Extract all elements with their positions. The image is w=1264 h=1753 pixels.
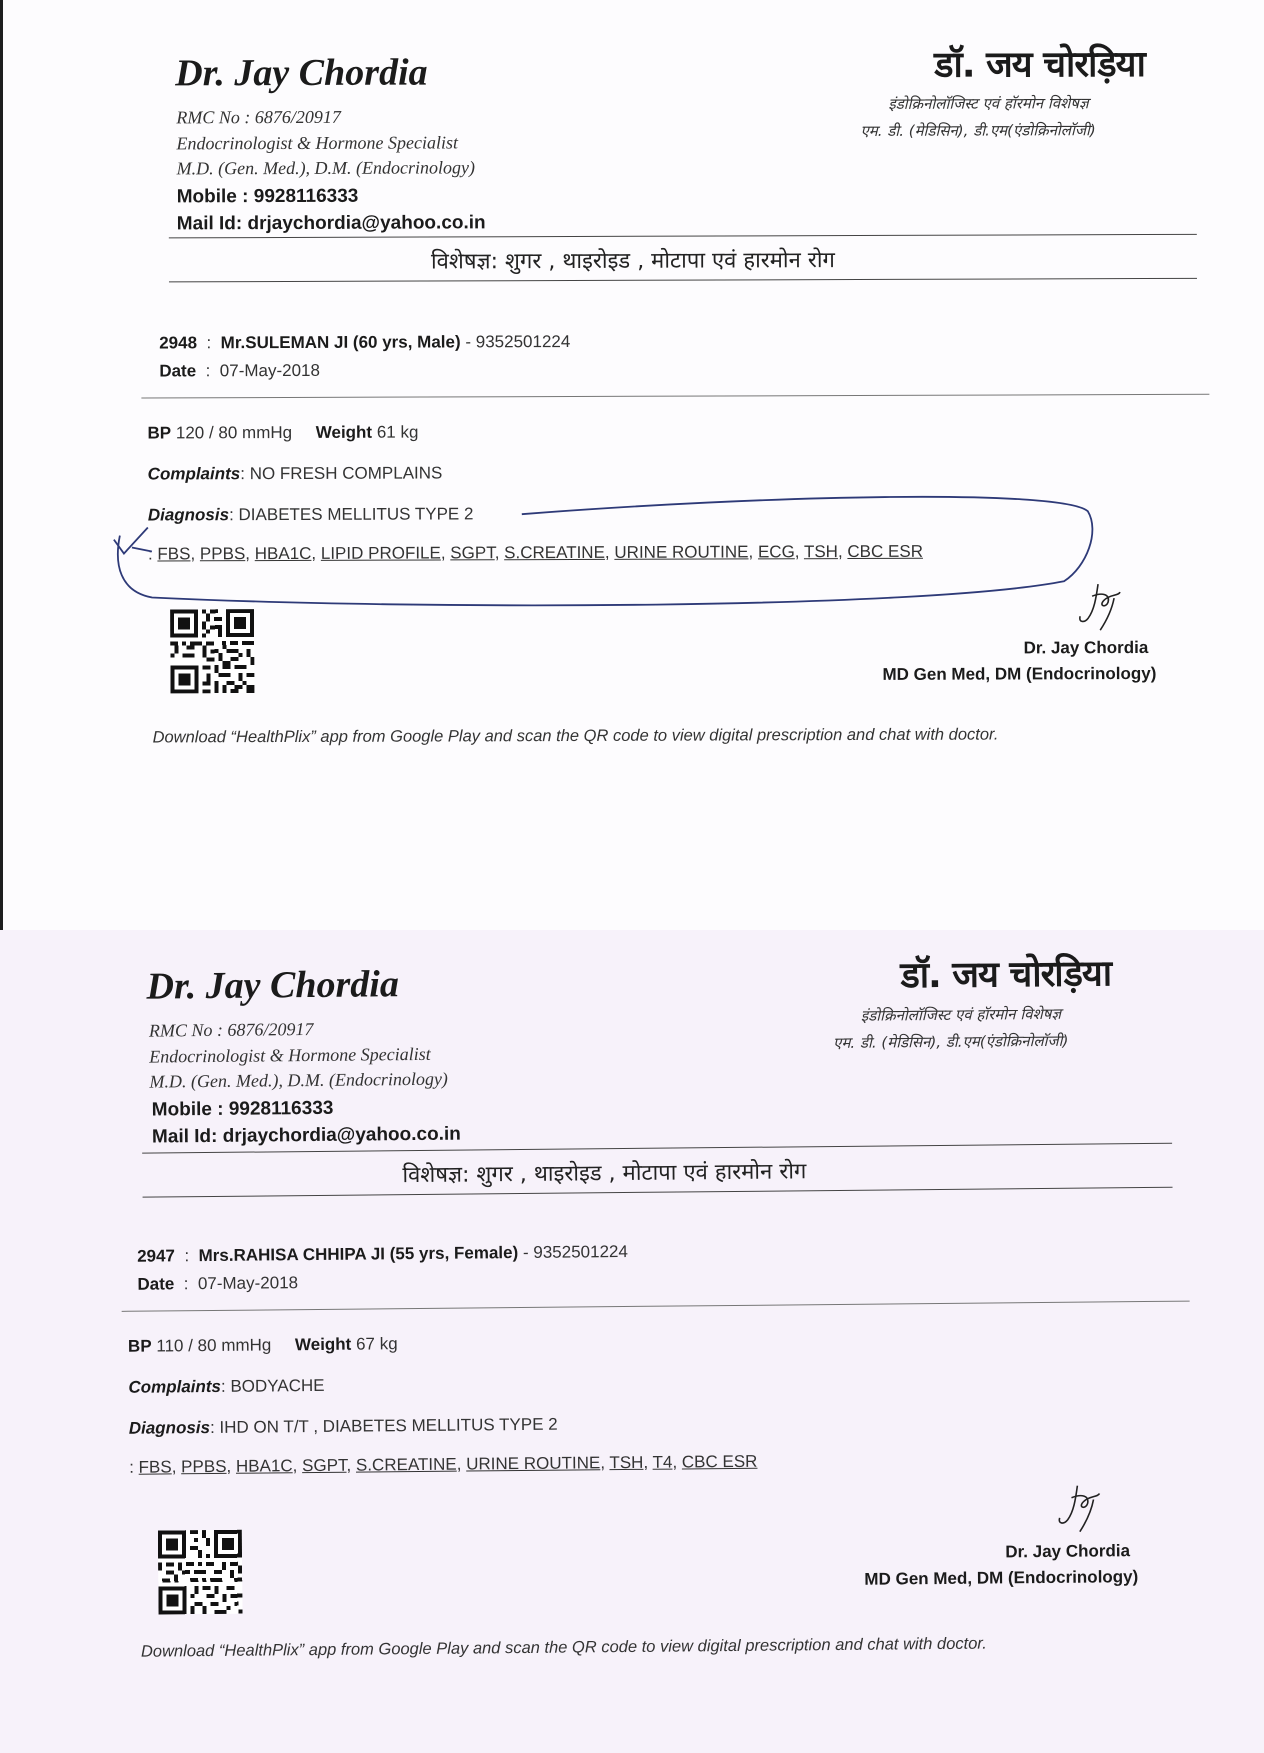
signature-qualification: MD Gen Med, DM (Endocrinology) [864,1567,1139,1589]
diagnosis-value: IHD ON T/T , DIABETES MELLITUS TYPE 2 [219,1414,558,1437]
test-item: FBS [138,1457,172,1477]
bp-label: BP [127,1336,152,1356]
diagnosis-label: Diagnosis [147,505,230,525]
test-item: S.CREATINE [504,542,605,563]
hindi-doctor-degrees: एम. डी. (मेडिसिन), डी.एम(एंडोक्रिनोलॉजी) [860,121,1096,140]
test-item: PPBS [181,1456,227,1477]
doctor-name: Dr. Jay Chordia [146,963,400,1008]
tests-line: : FBS, PPBS, HBA1C, LIPID PROFILE, SGPT, S.CREATINE, URINE ROUTINE, ECG, TSH, CBC ESR [147,541,923,564]
patient-phone: - 9352501224 [465,332,571,352]
healthplix-footer: Download “HealthPlix” app from Google Play and scan the QR code to view digital prescription and chat with doctor. [152,725,999,747]
vitals-line [147,423,418,444]
qr-code-icon [170,609,254,693]
patient-id: 2948 [159,333,198,353]
test-item: T4 [652,1452,673,1472]
doctor-name: Dr. Jay Chordia [175,51,428,95]
doctor-signature [1070,578,1130,636]
vitals-line [128,1334,398,1357]
specialty-line: विशेषज्ञ: शुगर , थाइरोइड , मोटापा एवं हारमोन रोग [430,248,835,275]
patient-line: 2947 : Mrs.RAHISA CHHIPA JI (55 yrs, Female) - 9352501224 [137,1241,628,1266]
prescription-sheet-2 [0,930,1264,1753]
hindi-doctor-name: डॉ. जय चोरड़िया [900,953,1112,997]
weight-label: Weight [294,1334,352,1355]
patient-name: Mrs.RAHISA CHHIPA JI (55 yrs, Female) [198,1243,519,1266]
signature-name: Dr. Jay Chordia [1023,637,1149,658]
complaints-line: Complaints: BODYACHE [128,1375,325,1397]
weight-value: 67 kg [355,1334,398,1354]
check-mark-icon [114,527,152,553]
doctor-degrees: M.D. (Gen. Med.), D.M. (Endocrinology) [149,1068,448,1092]
hindi-doctor-title: इंडोक्रिनोलॉजिस्ट एवं हॉरमोन विशेषज्ञ [888,94,1089,113]
header-rule-bottom [169,278,1197,283]
doctor-title: Endocrinologist & Hormone Specialist [149,1043,431,1067]
date-line: Date : 07-May-2018 [137,1273,299,1294]
hindi-doctor-degrees: एम. डी. (मेडिसिन), डी.एम(एंडोक्रिनोलॉजी) [833,1031,1069,1053]
diagnosis-label: Diagnosis [128,1418,211,1438]
test-item: URINE ROUTINE [466,1453,601,1474]
diagnosis-line: Diagnosis: DIABETES MELLITUS TYPE 2 [147,504,474,525]
patient-id: 2947 [137,1246,176,1266]
test-item: FBS [157,544,191,564]
header-rule-bottom [143,1187,1173,1198]
bp-value: 110 / 80 mmHg [156,1335,272,1356]
patient-phone: - 9352501224 [522,1241,628,1262]
signature-qualification: MD Gen Med, DM (Endocrinology) [882,663,1157,684]
date-label: Date [137,1274,175,1294]
visit-date: 07-May-2018 [197,1273,299,1294]
hindi-doctor-name: डॉ. जय चोरड़िया [934,44,1145,86]
patient-rule [122,1301,1190,1312]
signature-name: Dr. Jay Chordia [1005,1541,1131,1562]
prescription-content [0,0,1264,823]
doctor-title: Endocrinologist & Hormone Specialist [176,132,459,154]
date-line: Date : 07-May-2018 [159,360,320,381]
test-item: LIPID PROFILE [320,543,441,563]
doctor-degrees: M.D. (Gen. Med.), D.M. (Endocrinology) [176,157,476,179]
test-item: HBA1C [235,1456,293,1476]
rmc-number: RMC No : 6876/20917 [176,106,341,128]
patient-line: 2948 : Mr.SULEMAN JI (60 yrs, Male) - 9352501224 [159,332,571,353]
specialty-line: विशेषज्ञ: शुगर , थाइरोइड , मोटापा एवं हारमोन रोग [402,1159,807,1189]
test-item: TSH [803,542,838,562]
weight-label: Weight [315,422,373,442]
test-item: CBC ESR [681,1451,758,1472]
prescription-content [0,930,1264,1753]
test-item: CBC ESR [847,541,923,562]
doctor-signature [1049,1479,1110,1538]
complaints-label: Complaints [147,464,241,484]
test-item: S.CREATINE [355,1454,457,1475]
tests-line: : FBS, PPBS, HBA1C, SGPT, S.CREATINE, URINE ROUTINE, TSH, T4, CBC ESR [129,1451,758,1477]
test-item: HBA1C [254,543,312,564]
qr-code-icon [158,1530,243,1615]
weight-value: 61 kg [376,422,419,442]
test-item: PPBS [199,544,246,564]
test-item: SGPT [450,543,495,563]
rmc-number: RMC No : 6876/20917 [148,1018,314,1041]
mobile-number: Mobile : 9928116333 [151,1097,334,1121]
mail-id: Mail Id: drjaychordia@yahoo.co.in [176,212,486,235]
diagnosis-line: Diagnosis: IHD ON T/T , DIABETES MELLITUS TYPE 2 [128,1414,558,1438]
test-item: SGPT [301,1455,347,1476]
date-label: Date [159,361,197,381]
test-item: URINE ROUTINE [614,542,749,562]
test-item: ECG [757,542,795,562]
patient-rule [141,394,1209,399]
complaints-value: NO FRESH COMPLAINS [249,463,443,484]
patient-name: Mr.SULEMAN JI (60 yrs, Male) [220,332,461,353]
bp-value: 120 / 80 mmHg [175,422,293,443]
complaints-line: Complaints: NO FRESH COMPLAINS [147,463,443,484]
healthplix-footer: Download “HealthPlix” app from Google Play and scan the QR code to view digital prescription and chat with doctor. [140,1634,987,1661]
visit-date: 07-May-2018 [219,360,320,381]
bp-label: BP [147,423,172,443]
mobile-number: Mobile : 9928116333 [176,185,359,208]
test-item: TSH [609,1452,644,1473]
complaints-label: Complaints [128,1376,222,1397]
mail-id: Mail Id: drjaychordia@yahoo.co.in [151,1123,461,1148]
complaints-value: BODYACHE [230,1375,325,1396]
hindi-doctor-title: इंडोक्रिनोलॉजिस्ट एवं हॉरमोन विशेषज्ञ [860,1004,1062,1025]
diagnosis-value: DIABETES MELLITUS TYPE 2 [238,504,474,525]
